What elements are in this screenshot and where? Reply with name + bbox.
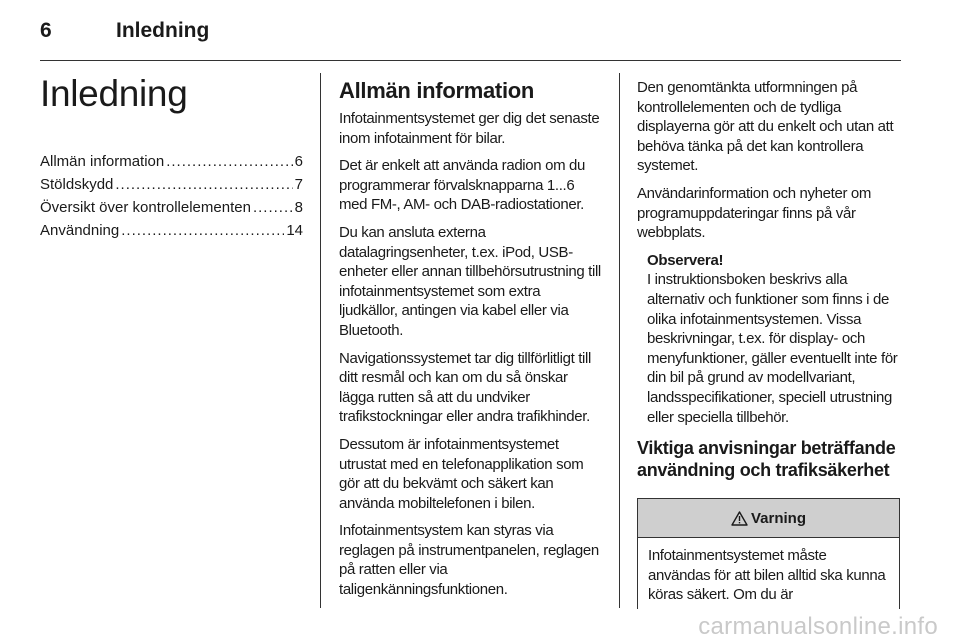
- warning-triangle-icon: [731, 511, 748, 526]
- warning-header: [638, 499, 899, 538]
- body-paragraph: Användarinformation och nyheter om programuppdateringar finns på vår webbplats.: [637, 184, 872, 242]
- body-paragraph: Infotainmentsystemet ger dig det senaste inom infotainment för bilar.: [339, 110, 600, 147]
- note-block: [647, 251, 900, 427]
- body-paragraph: Dessutom är infotainmentsystemet utrustat med en telefonapplikation som gör att du bekvämt och säkert kan använda mobiltelefonen i bilen.: [339, 435, 584, 512]
- column-divider-1: [320, 73, 321, 608]
- right-column: [637, 78, 900, 609]
- toc-entry-label: Allmän information: [40, 153, 165, 170]
- toc-leader-dots: [253, 196, 293, 219]
- body-paragraph: Infotainmentsystem kan styras via reglagen på instrumentpanelen, reglagen på ratten eller via taligenkänningsfunktionen.: [339, 522, 599, 599]
- running-header-title: Inledning: [116, 19, 210, 42]
- toc-entry-stoldskydd[interactable]: [40, 173, 303, 196]
- toc-entry-page: 6: [294, 153, 303, 170]
- toc-entry-oversikt[interactable]: [40, 196, 303, 219]
- toc-entry-page: 8: [294, 199, 303, 216]
- toc-column: [40, 72, 303, 242]
- header-rule: [40, 60, 901, 61]
- body-paragraph: Det är enkelt att använda radion om du programmerar förvalsknapparna 1...6 med FM-, AM- och DAB-radiostationer.: [339, 157, 586, 214]
- toc-entry-label: Användning: [40, 222, 120, 239]
- column-divider-2: [619, 73, 620, 608]
- general-information-column: [339, 78, 602, 608]
- toc-leader-dots: [121, 219, 284, 242]
- toc-entry-page: 7: [294, 176, 303, 193]
- toc-entry-label: Översikt över kontrollelementen: [40, 199, 251, 216]
- warning-box: [637, 498, 900, 609]
- safety-heading: Viktiga anvisningar beträffande användning och trafiksäkerhet: [637, 438, 896, 481]
- toc-entry-allman-information[interactable]: [40, 150, 303, 173]
- warning-title: Varning: [750, 509, 806, 527]
- note-text: I instruktionsboken beskrivs alla alternativ och funktioner som finns i de olika infotainmentsystemen. Vissa beskrivningar, t.ex. för display- och menyfunktioner, gäller eventuellt inte för din bil på grund av modellvariant, landsspecifikationer, speciell utrustning eller speciella tillbehör.: [647, 271, 898, 426]
- page-number: 6: [40, 19, 52, 42]
- body-paragraph: Den genomtänkta utformningen på kontrollelementen och de tydliga displayerna gör att du enkelt och utan att behöva tänka på det kan kontrollera systemet.: [637, 79, 894, 175]
- chapter-title: Inledning: [40, 73, 188, 114]
- watermark-text: carmanualsonline.info: [698, 613, 938, 640]
- toc-leader-dots: [166, 150, 292, 173]
- toc-entry-anvandning[interactable]: [40, 219, 303, 242]
- toc-entry-page: 14: [286, 222, 303, 239]
- toc-entry-label: Stöldskydd: [40, 176, 114, 193]
- toc-leader-dots: [115, 173, 292, 196]
- body-paragraph: Navigationssystemet tar dig tillförlitligt till ditt resmål och kan om du så önskar lägga rutten så att du undviker trafikstockningar eller andra trafikhinder.: [339, 349, 591, 426]
- warning-text: Infotainmentsystemet måste användas för att bilen alltid ska kunna köras säkert. Om du är: [648, 547, 886, 604]
- general-information-heading: Allmän information: [339, 78, 535, 103]
- table-of-contents: [40, 150, 303, 242]
- body-paragraph: Du kan ansluta externa datalagringsenheter, t.ex. iPod, USB-enheter eller annan tillbehörsutrustning till infotainmentsystemet som extra ljudkällor, antingen via kabel eller via Bluetooth.: [339, 223, 601, 339]
- note-title: Observera!: [647, 251, 724, 269]
